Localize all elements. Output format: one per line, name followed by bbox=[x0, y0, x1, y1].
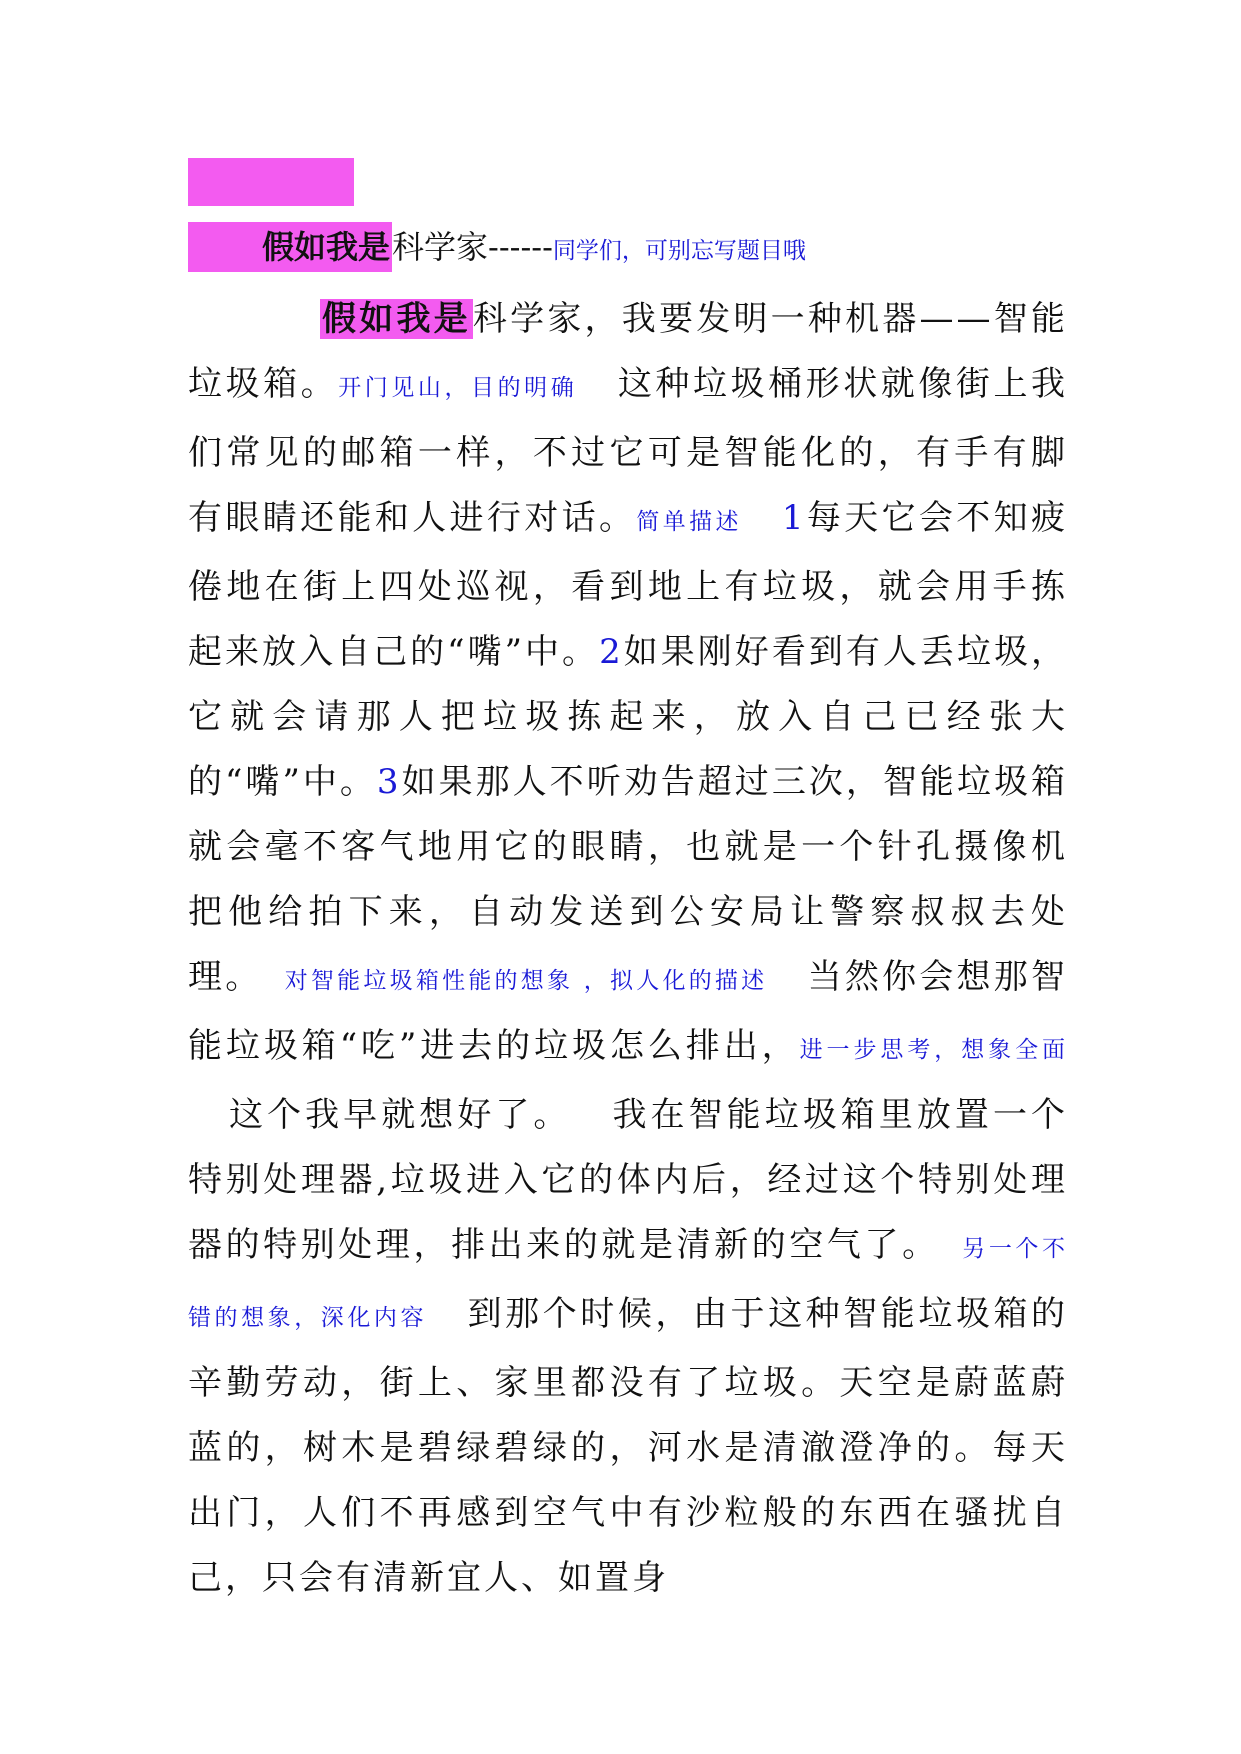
point-number-2: 2 bbox=[599, 632, 624, 672]
paragraph-6: 当然你会想那智能垃圾箱“吃”进去的垃圾怎么排出， bbox=[188, 957, 1069, 1066]
paragraph-5: 如果那人不听劝告超过三次，智能垃圾箱就会毫不客气地用它的眼睛，也就是一个针孔摄像机把他给拍下来，自动发送到公安局让警察叔叔去处理。 bbox=[188, 762, 1069, 997]
paragraph-4: 如果刚好看到有人丢垃圾，它就会请那人把垃圾拣起来，放入自己已经张大的“嘴”中。 bbox=[188, 632, 1068, 802]
annotation-3: 对智能垃圾箱性能的想象 ，拟人化的描述 bbox=[284, 968, 768, 994]
paragraph-9: 到那个时候，由于这种智能垃圾箱的辛勤劳动，街上、家里都没有了垃圾。天空是蔚蓝蔚蓝的，树木是碧绿碧绿的，河水是清澈澄净的。每天出门，人们不再感到空气中有沙粒般的东西在骚扰自己，只会有清新宜人、如置身 bbox=[188, 1294, 1069, 1598]
paragraph-2: 这种垃圾桶形状就像街上我们常见的邮箱一样，不过它可是智能化的，有手有脚有眼睛还能和人进行对话。 bbox=[188, 364, 1069, 538]
paragraph-3: 每天它会不知疲倦地在街上四处巡视，看到地上有垃圾，就会用手拣起来放入自己的“嘴”中。 bbox=[188, 498, 1069, 672]
annotation-2: 简单描述 bbox=[636, 509, 742, 535]
annotation-4: 进一步思考，想象全面 bbox=[799, 1037, 1068, 1063]
essay-body bbox=[188, 287, 1068, 1611]
paragraph-8: 我在智能垃圾箱里放置一个特别处理器,垃圾进入它的体内后，经过这个特别处理器的特别处理，排出来的就是清新的空气了。 bbox=[188, 1095, 1069, 1265]
point-number-3: 3 bbox=[376, 762, 402, 802]
title-annotation: 同学们，可别忘写题目哦 bbox=[552, 238, 806, 264]
title-highlight: 假如我是 bbox=[188, 222, 392, 272]
essay-title bbox=[188, 222, 1088, 272]
annotation-5: 另一个不错的想象，深化内容 bbox=[188, 1236, 1069, 1331]
paragraph-1: 科学家，我要发明一种机器——智能垃圾箱。 bbox=[188, 299, 1069, 404]
point-number-1: 1 bbox=[781, 498, 807, 538]
annotation-1: 开门见山，目的明确 bbox=[338, 375, 578, 401]
paragraph-7: 这个我早就想好了。 bbox=[228, 1095, 572, 1135]
body-highlight: 假如我是 bbox=[322, 299, 471, 339]
highlight-block bbox=[188, 158, 354, 206]
title-rest: 科学家------ bbox=[392, 228, 553, 266]
